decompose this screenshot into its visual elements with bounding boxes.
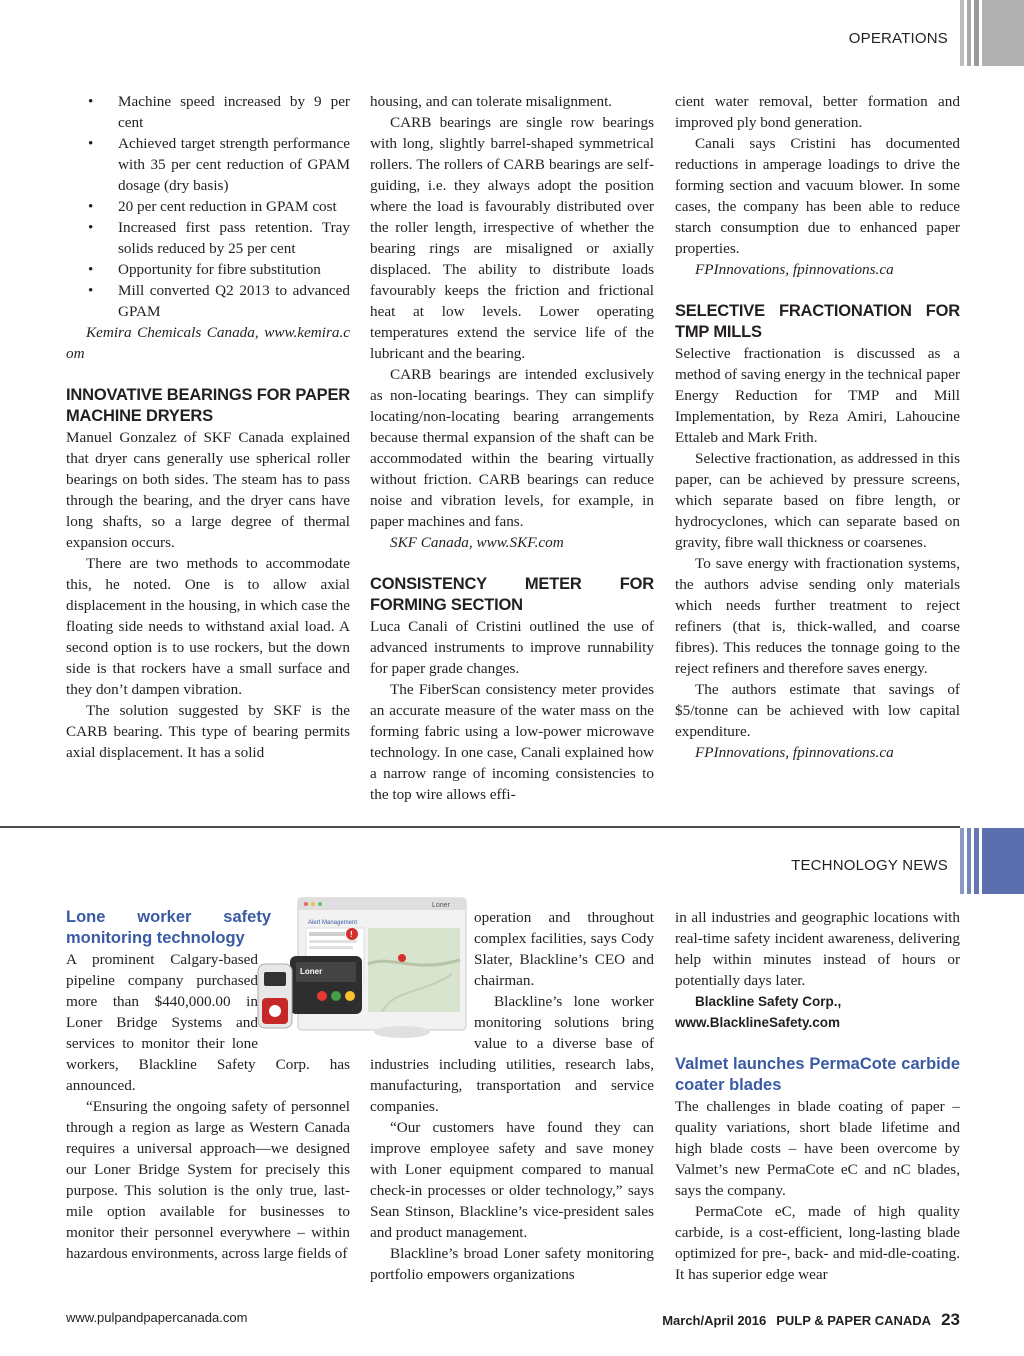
body-paragraph: A prominent Calgary-based pipeline company purchased more than $440,000.00 in Loner Bridge Systems and services to monitor their lone workers, Blackline Safety Corp. has announced. bbox=[66, 951, 350, 1094]
article-heading: INNOVATIVE BEARINGS FOR PAPER MACHINE DRYERS bbox=[66, 386, 350, 425]
bottom-column-2 bbox=[370, 907, 654, 1285]
bullet-item: • 20 per cent reduction in GPAM cost bbox=[66, 196, 350, 217]
body-paragraph: CARB bearings are single row bearings with long, slightly barrel-shaped symmetrical rollers. The rollers of CARB bearings are self-guiding, i.e. they always adopt the position where the load is favourably distributed over the roller length, irrespective of whether the bearing rings are misaligned or axially displaced. The ability to distribute loads favourably keeps the friction and frictional heat at low levels. Lower operating temperatures extend the service life of the lubricant and the bearing. bbox=[370, 114, 654, 362]
footer-publication bbox=[662, 1310, 960, 1330]
body-paragraph: Manuel Gonzalez of SKF Canada explained that dryer cans generally use spherical roller bearings on both sides. The steam has to pass through the bearing, and the dryer cans have long shafts, so a large degree of thermal expansion occurs. bbox=[66, 429, 350, 551]
body-paragraph: Blackline’s broad Loner safety monitoring portfolio empowers organizations bbox=[370, 1245, 654, 1283]
bottom-column-1 bbox=[66, 907, 350, 1264]
bottom-column-3 bbox=[675, 907, 960, 1285]
svg-text:Alert Management: Alert Management bbox=[308, 920, 358, 926]
body-paragraph: Luca Canali of Cristini outlined the use of advanced instruments to improve runnability for paper grade changes. bbox=[370, 618, 654, 677]
article-heading: Valmet launches PermaCote carbide coater blades bbox=[675, 1055, 960, 1094]
bullet-item: • Opportunity for fibre substitution bbox=[66, 259, 350, 280]
body-paragraph: Selective fractionation is discussed as a method of saving energy in the technical paper Energy Reduction for TMP and Mill Implementation, by Reza Amiri, Lahoucine Ettaleb and Mark Frith. bbox=[675, 345, 960, 446]
source-credit: FPInnovations, fpinnovations.ca bbox=[695, 744, 894, 761]
publication-name: PULP & PAPER CANADA bbox=[776, 1313, 932, 1328]
results-bullet-list bbox=[66, 91, 350, 322]
body-paragraph: in all industries and geographic locations with real-time safety incident awareness, delivering help within minutes instead of hours or potentially days later. bbox=[675, 909, 960, 989]
issue-date: March/April 2016 bbox=[662, 1313, 767, 1328]
bullet-item: • Increased first pass retention. Tray solids reduced by 25 per cent bbox=[66, 217, 350, 259]
section-tab-bottom bbox=[960, 828, 1024, 894]
bullet-item: • Achieved target strength performance with 35 per cent reduction of GPAM dosage (dry basis) bbox=[66, 133, 350, 196]
page-number: 23 bbox=[941, 1310, 960, 1329]
body-paragraph: cient water removal, better formation and improved ply bond generation. bbox=[675, 93, 960, 131]
svg-text:!: ! bbox=[350, 930, 353, 939]
article-heading: Lone worker safety monitoring technology bbox=[66, 908, 271, 947]
body-paragraph: PermaCote eC, made of high quality carbide, is a cost-efficient, long-lasting blade optimized for pre-, back- and mid-dle-coating. It has superior edge wear bbox=[675, 1203, 960, 1283]
body-paragraph: The FiberScan consistency meter provides an accurate measure of the water mass on the forming fabric using a low-power microwave technology. In one case, Canali explained how a narrow range of incoming consistencies to the top wire allows effi- bbox=[370, 681, 654, 803]
article-heading: CONSISTENCY METER FOR FORMING SECTION bbox=[370, 575, 654, 614]
article-heading: SELECTIVE FRACTIONATION FOR TMP MILLS bbox=[675, 302, 960, 341]
body-paragraph: There are two methods to accommodate this, he noted. One is to allow axial displacement in the housing, in which case the floating side needs to withstand axial load. A second option is to use rockers, but the down side is that rockers have a small surface and they don’t dampen vibration. bbox=[66, 555, 350, 698]
section-label-technology-news: TECHNOLOGY NEWS bbox=[791, 857, 948, 874]
body-paragraph: CARB bearings are intended exclusively as non-locating bearings. They can simplify locating/non-locating bearing arrangements because thermal expansion of the shaft can be accommodated within the bearing virtually without friction. CARB bearings can reduce noise and vibration levels, for example, in paper machines and fans. bbox=[370, 366, 654, 530]
body-paragraph: Canali says Cristini has documented reductions in amperage loadings to drive the forming section and vacuum blower. In some cases, the company has been able to reduce starch consumption due to enhanced paper properties. bbox=[675, 135, 960, 257]
body-paragraph: The authors estimate that savings of $5/tonne can be achieved with low capital expenditure. bbox=[675, 681, 960, 740]
footer-url: www.pulpandpapercanada.com bbox=[66, 1310, 248, 1325]
source-credit: SKF Canada, www.SKF.com bbox=[390, 534, 564, 551]
body-paragraph: housing, and can tolerate misalignment. bbox=[370, 93, 613, 110]
body-paragraph: operation and throughout complex facilities, says Cody Slater, Blackline’s CEO and chairman. bbox=[474, 909, 654, 989]
top-column-1 bbox=[66, 91, 350, 763]
body-paragraph: To save energy with fractionation systems, the authors advise sending only materials which needs further treatment to reject refiners (that is, thick-walled, and coarse fibres). This reduces the tonnage going to the reject refiners and therefore saves energy. bbox=[675, 555, 960, 677]
body-paragraph: “Ensuring the ongoing safety of personnel through a region as large as Western Canada requires a universal approach—we designed our Loner Bridge System for precisely this purpose. This solution is the only true, last-mile option available for businesses to monitor their personnel everywhere – within hazardous environments, across large fields of bbox=[66, 1098, 350, 1262]
section-label-operations: OPERATIONS bbox=[848, 30, 948, 47]
svg-text:Loner: Loner bbox=[300, 967, 323, 976]
bullet-item: • Mill converted Q2 2013 to advanced GPAM bbox=[66, 280, 350, 322]
bullet-item: • Machine speed increased by 9 per cent bbox=[66, 91, 350, 133]
source-credit: Blackline Safety Corp., www.BlacklineSafety.com bbox=[675, 994, 842, 1030]
section-tab-top bbox=[960, 0, 1024, 66]
body-paragraph: Blackline’s lone worker monitoring solutions bring value to a diverse base of industries including utilities, research labs, manufacturing, transportation and service companies. bbox=[370, 993, 654, 1115]
body-paragraph: “Our customers have found they can improve employee safety and save money with Loner equipment compared to manual check-in processes or older technology,” says Sean Stinson, Blackline’s vice-president sales and product management. bbox=[370, 1119, 654, 1241]
svg-text:Loner: Loner bbox=[432, 902, 450, 909]
body-paragraph: The solution suggested by SKF is the CARB bearing. This type of bearing permits axial displacement. It has a solid bbox=[66, 702, 350, 761]
body-paragraph: Selective fractionation, as addressed in this paper, can be achieved by pressure screens, which separate based on fibre length, or hydrocyclones, which can separate based on gravity, fibre wall thickness or coarsenes. bbox=[675, 450, 960, 551]
source-credit: Kemira Chemicals Canada, www.kemira.com bbox=[66, 324, 350, 362]
top-column-2 bbox=[370, 91, 654, 805]
section-divider bbox=[0, 826, 960, 828]
body-paragraph: The challenges in blade coating of paper – quality variations, short blade lifetime and high blade costs – have been overcome by Valmet’s new PermaCote eC and nC blades, says the company. bbox=[675, 1098, 960, 1199]
source-credit: FPInnovations, fpinnovations.ca bbox=[695, 261, 894, 278]
top-column-3 bbox=[675, 91, 960, 763]
